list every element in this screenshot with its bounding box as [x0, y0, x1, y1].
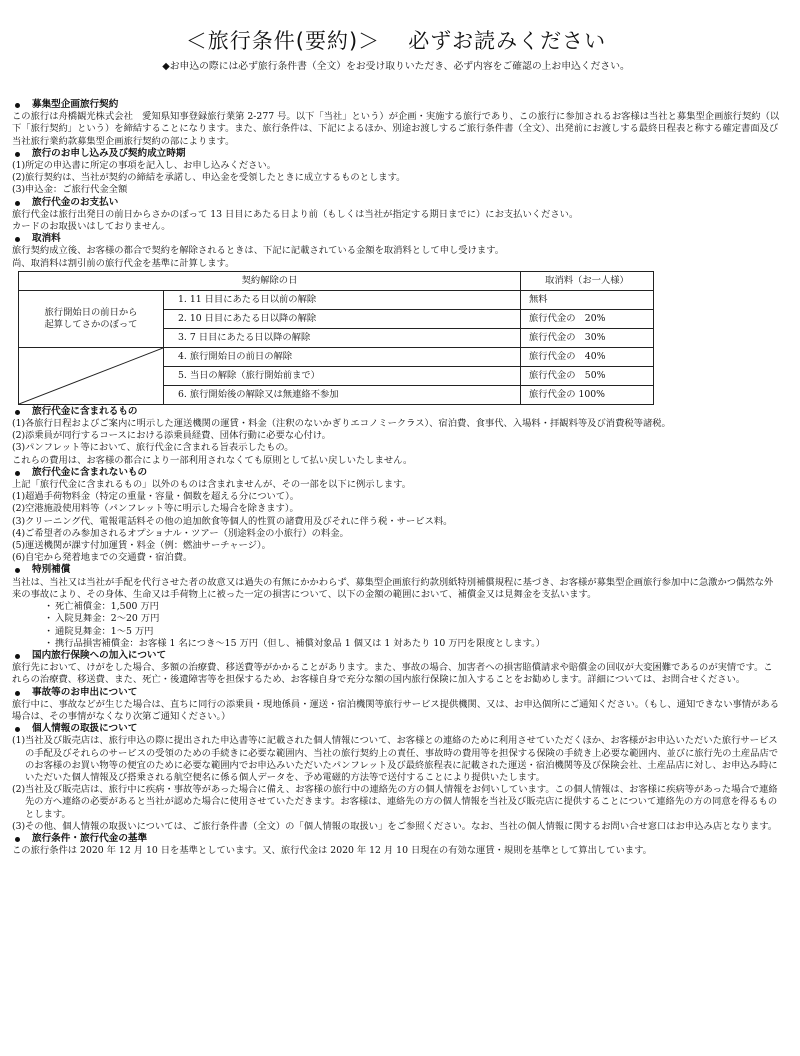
- condition-cell: 6. 旅行開始後の解除又は無連絡不参加: [164, 385, 521, 404]
- list-item: (2) 旅行契約は、当社が契約の締結を承諾し、申込金を受領したときに成立するものとします。: [12, 172, 406, 184]
- table-row: [19, 347, 654, 366]
- list-item: ・ 通院見舞金：1～5 万円: [46, 626, 780, 638]
- table-row: [19, 290, 654, 309]
- fee-cell: 旅行代金の 30%: [521, 328, 654, 347]
- table-header-row: [19, 271, 654, 290]
- section-heading-application: 旅行のお申し込み及び契約成立時期: [12, 148, 780, 160]
- cancellation-line: 旅行契約成立後、お客様の都合で契約を解除されるときは、下記に記載されている金額を取消料として申し受けます。: [12, 245, 504, 257]
- column-header-date: 契約解除の日: [19, 271, 521, 290]
- condition-cell: 1. 11 日目にあたる日以前の解除: [164, 290, 521, 309]
- title-sub: 必ずお読みください: [408, 29, 607, 53]
- payment-line: カードのお取扱いはしておりません。: [12, 221, 171, 233]
- contract-body: この旅行は舟橋観光株式会社 愛知県知事登録旅行業第 2-277 号。以下「当社」という）が企画・実施する旅行であり、この旅行に参加されるお客様は当社と募集型企画旅行契約（以下「旅行契約」という）を締結することになります。また、旅行条件は、下記によるほか、別途お渡しするご旅行条件書（全文）、出発前にお渡しする最終日程表と称する確定書面及び当社旅行業約款募集型企画旅行契約の部によります。: [12, 111, 780, 147]
- cancellation-line: 尚、取消料は割引前の旅行代金を基準に計算します。: [12, 257, 235, 269]
- list-item: ・ 死亡補償金：1,500 万円: [46, 601, 780, 613]
- basis-body: この旅行条件は 2020 年 12 月 10 日を基準としています。又、旅行代金は 2020 年 12 月 10 日現在の有効な運賃・規則を基準として算出しています。: [12, 845, 652, 857]
- insurance-body: 旅行先において、けがをした場合、多額の治療費、移送費等がかかることがあります。また、事故の場合、加害者への損害賠償請求や賠償金の回収が大変困難であるのが実情です。これらの治療費、移送費、また、死亡・後遺障害等を担保するため、お客様自身で充分な額の国内旅行保険に加入することをお勧めします。詳細については、お問合せください。: [12, 662, 773, 686]
- section-heading-basis: 旅行条件・旅行代金の基準: [12, 833, 780, 845]
- list-item: (2) 添乗員が同行するコースにおける添乗員経費、団体行動に必要な心付け。: [12, 430, 331, 442]
- category-cell: 旅行開始日の前日から 起算してさかのぼって: [19, 290, 164, 347]
- list-item: (3) その他、個人情報の取扱いについては、ご旅行条件書（全文）の「個人情報の取扱い」をご参照ください。なお、当社の個人情報に関するお問い合せ窓口はお申込み店となります。: [12, 820, 778, 832]
- included-list: [12, 418, 780, 455]
- list-item: (4) ご希望者のみ参加されるオプショナル・ツアー（別途料金の小旅行）の料金。: [12, 527, 349, 539]
- section-heading-insurance: 国内旅行保険への加入について: [12, 650, 780, 662]
- excluded-list: [12, 491, 780, 564]
- section-heading-compensation: 特別補償: [12, 564, 780, 576]
- fee-cell: 旅行代金の 20%: [521, 309, 654, 328]
- accident-body: 旅行中に、事故などが生じた場合は、直ちに同行の添乗員・現地係員・運送・宿泊機関等旅行サービス提供機関、又は、お申込個所にご通知ください。（もし、通知できない事情がある場合は、その事情がなくなり次第ご通知ください。）: [12, 698, 779, 722]
- list-item: (3) 申込金：ご旅行代金全額: [12, 184, 128, 196]
- column-header-fee: 取消料（お一人様）: [521, 271, 654, 290]
- section-heading-accident: 事故等のお申出について: [12, 687, 780, 699]
- cancellation-fee-table: [18, 271, 654, 405]
- compensation-list: [12, 601, 780, 650]
- title-main: ＜旅行条件(要約)＞: [185, 29, 381, 53]
- page-title: [12, 28, 780, 54]
- privacy-list: [12, 735, 780, 833]
- list-item: ・ 携行品損害補償金：お客様 1 名につき～15 万円（但し、補償対象品 1 個又は 1 対あたり 10 万円を限度とします。）: [46, 638, 780, 650]
- section-heading-payment: 旅行代金のお支払い: [12, 197, 780, 209]
- condition-cell: 2. 10 日目にあたる日以降の解除: [164, 309, 521, 328]
- list-item: (2) 当社及び販売店は、旅行中に疾病・事故等があった場合に備え、お客様の旅行中の連絡先の方の個人情報をお伺いしています。この個人情報は、お客様に疾病等があった場合で連絡先の方へ連絡の必要があると当社が認めた場合に使用させていただきます。お客様は、連絡先の方の個人情報を当社及び販売店に提供することについて連絡先の方の同意を得るものとします。: [12, 784, 778, 820]
- list-item: (5) 運送機関が課す付加運賃・料金（例：燃油サーチャージ）。: [12, 540, 271, 552]
- fee-cell: 旅行代金の 40%: [521, 347, 654, 366]
- list-item: (1) 各旅行日程およびご案内に明示した運送機関の運賃・料金（注釈のないかぎりエコノミークラス）、宿泊費、食事代、入場料・拝観料等及び消費税等諸税。: [12, 418, 671, 430]
- diagonal-line: [19, 348, 163, 404]
- condition-cell: 4. 旅行開始日の前日の解除: [164, 347, 521, 366]
- fee-cell: 旅行代金の 50%: [521, 366, 654, 385]
- list-item: (1) 超過手荷物料金（特定の重量・容量・個数を超える分について）。: [12, 491, 300, 503]
- list-item: (3) パンフレット等において、旅行代金に含まれる旨表示したもの。: [12, 442, 294, 454]
- application-notice: ◆お申込の際には必ず旅行条件書（全文）をお受け取りいただき、必ず内容をご確認の上お申込ください。: [162, 61, 630, 72]
- section-heading-included: 旅行代金に含まれるもの: [12, 406, 780, 418]
- list-item: (3) クリーニング代、電報電話料その他の追加飲食等個人的性質の諸費用及びそれに伴う税・サービス料。: [12, 515, 453, 527]
- list-item: ・ 入院見舞金：2～20 万円: [46, 613, 780, 625]
- condition-cell: 3. 7 日目にあたる日以降の解除: [164, 328, 521, 347]
- application-list: [12, 160, 780, 197]
- diagonal-empty-cell: [19, 347, 164, 404]
- list-item: (1) 所定の申込書に所定の事項を記入し、お申し込みください。: [12, 160, 277, 172]
- included-note: これらの費用は、お客様の都合により一部利用されなくても原則として払い戻しいたしません。: [12, 454, 413, 466]
- section-heading-privacy: 個人情報の取扱について: [12, 723, 780, 735]
- fee-cell: 無料: [521, 290, 654, 309]
- compensation-body: 当社は、当社又は当社が手配を代行させた者の故意又は過失の有無にかかわらず、募集型企画旅行約款別紙特別補償規程に基づき、お客様が募集型企画旅行参加中に急激かつ偶然な外来の事故により、その身体、生命又は手荷物上に被った一定の損害について、以下の金額の範囲において、補償金又は見舞金を支払います。: [12, 576, 774, 600]
- excluded-intro: 上記「旅行代金に含まれるもの」以外のものは含まれませんが、その一部を以下に例示します。: [12, 479, 412, 491]
- list-item: (6) 自宅から発着地までの交通費・宿泊費。: [12, 552, 193, 564]
- payment-line: 旅行代金は旅行出発日の前日からさかのぼって 13 日目にあたる日より前（もしくは当社が指定する期日までに）にお支払いください。: [12, 208, 579, 220]
- list-item: (2) 空港施設使用料等（パンフレット等に明示した場合を除きます）。: [12, 503, 299, 515]
- fee-cell: 旅行代金の 100%: [521, 385, 654, 404]
- section-heading-cancellation: 取消料: [12, 233, 780, 245]
- condition-cell: 5. 当日の解除（旅行開始前まで）: [164, 366, 521, 385]
- section-heading-contract: 募集型企画旅行契約: [12, 99, 780, 111]
- list-item: (1) 当社及び販売店は、旅行申込の際に提出された申込書等に記載された個人情報について、お客様との連絡のために利用させていただくほか、お客様がお申込いただいた旅行サービスの手配及びそれらのサービスの受領のための手続きに必要な範囲内、当社の旅行契約上の責任、事故時の費用等を担保する保険の手続き上必要な範囲内、並びに旅行先の土産品店でのお客様のお買い物等の便宜のために必要な範囲内でお申込みいただいたパンフレット及び最終旅程表に記載された運送・宿泊機関等及び保険会社、土産品店に対し、お申込み時にいただいた個人情報及び搭乗される航空便名に係る個人データを、予め電磁的方法等で送付することにより提供いたします。: [12, 735, 779, 783]
- section-heading-excluded: 旅行代金に含まれないもの: [12, 467, 780, 479]
